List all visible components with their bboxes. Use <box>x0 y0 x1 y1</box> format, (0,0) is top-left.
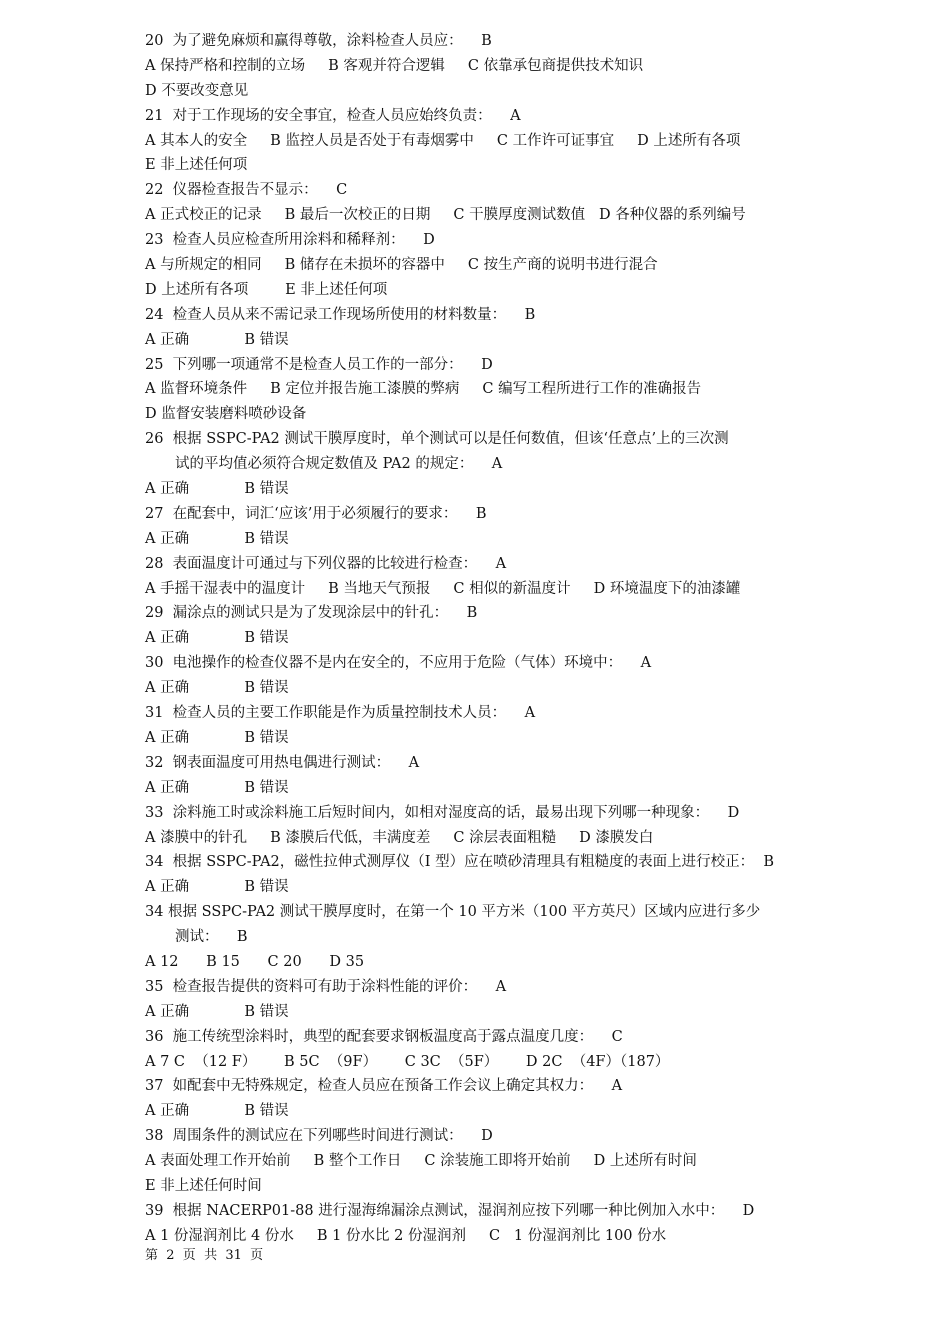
text-line: 33 涂料施工时或涂料施工后短时间内，如相对湿度高的话，最易出现下列哪一种现象： D <box>145 804 740 821</box>
text-line: 30 电池操作的检查仪器不是内在安全的，不应用于危险（气体）环境中： A <box>145 655 652 672</box>
text-line: 28 表面温度计可通过与下列仪器的比较进行检查： A <box>145 555 507 572</box>
text-line: A 正确 B 错误 <box>145 331 289 348</box>
text-line: 31 检查人员的主要工作职能是作为质量控制技术人员： A <box>145 705 536 722</box>
text-line: A 表面处理工作开始前 B 整个工作日 C 涂装施工即将开始前 D 上述所有时间 <box>145 1153 697 1170</box>
text-line: 测试： B <box>175 929 248 946</box>
text-line: A 其本人的安全 B 监控人员是否处于有毒烟雾中 C 工作许可证事宜 D 上述所有各项 <box>145 132 741 149</box>
text-line: A 7 C （12 F） B 5C （9F） C 3C （5F） D 2C （4F）（187） <box>145 1053 670 1070</box>
text-line: 22 仪器检查报告不显示： C <box>145 182 348 199</box>
text-line: A 正确 B 错误 <box>145 530 289 547</box>
text-line: 38 周围条件的测试应在下列哪些时间进行测试： D <box>145 1128 493 1145</box>
text-line: 37 如配套中无特殊规定，检查人员应在预备工作会议上确定其权力： A <box>145 1078 623 1095</box>
text-line: D 监督安装磨料喷砂设备 <box>145 406 307 423</box>
text-line: 25 下列哪一项通常不是检查人员工作的一部分： D <box>145 356 493 373</box>
text-line: E 非上述任何项 <box>145 157 248 174</box>
text-line: 34 根据 SSPC-PA2，磁性拉伸式测厚仪（I 型）应在喷砂清理具有粗糙度的表面上进行校正： B <box>145 854 774 871</box>
text-line: A 手摇干湿表中的温度计 B 当地天气预报 C 相似的新温度计 D 环境温度下的油漆罐 <box>145 580 741 597</box>
text-line: A 1 份湿润剂比 4 份水 B 1 份水比 2 份湿润剂 C 1 份湿润剂比 100 份水 <box>145 1227 667 1244</box>
text-line: E 非上述任何时间 <box>145 1177 262 1194</box>
text-line: A 正式校正的记录 B 最后一次校正的日期 C 干膜厚度测试数值 D 各种仪器的系列编号 <box>145 207 746 224</box>
text-line: A 正确 B 错误 <box>145 729 289 746</box>
page-footer: 第 2 页 共 31 页 <box>145 1248 264 1263</box>
question-list <box>145 29 825 1249</box>
text-line: 34 根据 SSPC-PA2 测试干膜厚度时，在第一个 10 平方米（100 平方英尺）区域内应进行多少 <box>145 904 761 921</box>
text-line: 23 检查人员应检查所用涂料和稀释剂： D <box>145 232 435 249</box>
text-line: A 监督环境条件 B 定位并报告施工漆膜的弊病 C 编写工程所进行工作的准确报告 <box>145 381 702 398</box>
text-line: A 正确 B 错误 <box>145 1003 289 1020</box>
text-line: 29 漏涂点的测试只是为了发现涂层中的针孔： B <box>145 605 478 622</box>
text-line: A 正确 B 错误 <box>145 481 289 498</box>
text-line: A 保持严格和控制的立场 B 客观并符合逻辑 C 依靠承包商提供技术知识 <box>145 57 644 74</box>
text-line: A 正确 B 错误 <box>145 779 289 796</box>
text-line: A 正确 B 错误 <box>145 630 289 647</box>
text-line: A 正确 B 错误 <box>145 879 289 896</box>
text-line: A 与所规定的相同 B 储存在未损坏的容器中 C 按生产商的说明书进行混合 <box>145 257 658 274</box>
text-line: 试的平均值必须符合规定数值及 PA2 的规定： A <box>175 456 503 473</box>
text-line: D 上述所有各项 E 非上述任何项 <box>145 281 388 298</box>
text-line: 24 检查人员从来不需记录工作现场所使用的材料数量： B <box>145 306 536 323</box>
text-line: 36 施工传统型涂料时，典型的配套要求钢板温度高于露点温度几度： C <box>145 1028 623 1045</box>
text-line: A 漆膜中的针孔 B 漆膜后代低，丰满度差 C 涂层表面粗糙 D 漆膜发白 <box>145 829 654 846</box>
text-line: A 正确 B 错误 <box>145 680 289 697</box>
text-line: D 不要改变意见 <box>145 82 249 99</box>
text-line: 20 为了避免麻烦和赢得尊敬，涂料检查人员应： B <box>145 33 492 49</box>
text-line: 26 根据 SSPC-PA2 测试干膜厚度时，单个测试可以是任何数值，但该‘任意点’上的三次测 <box>145 431 729 448</box>
text-line: 35 检查报告提供的资料可有助于涂料性能的评价： A <box>145 978 507 995</box>
text-line: A 正确 B 错误 <box>145 1103 289 1120</box>
text-line: 39 根据 NACERP01-88 进行湿海绵漏涂点测试，湿润剂应按下列哪一种比例加入水中： D <box>145 1202 755 1219</box>
text-line: 21 对于工作现场的安全事宜，检查人员应始终负责： A <box>145 107 521 124</box>
text-line: 32 钢表面温度可用热电偶进行测试： A <box>145 754 420 771</box>
text-line: 27 在配套中，词汇‘应该’用于必须履行的要求： B <box>145 505 487 522</box>
text-line: A 12 B 15 C 20 D 35 <box>145 953 365 970</box>
